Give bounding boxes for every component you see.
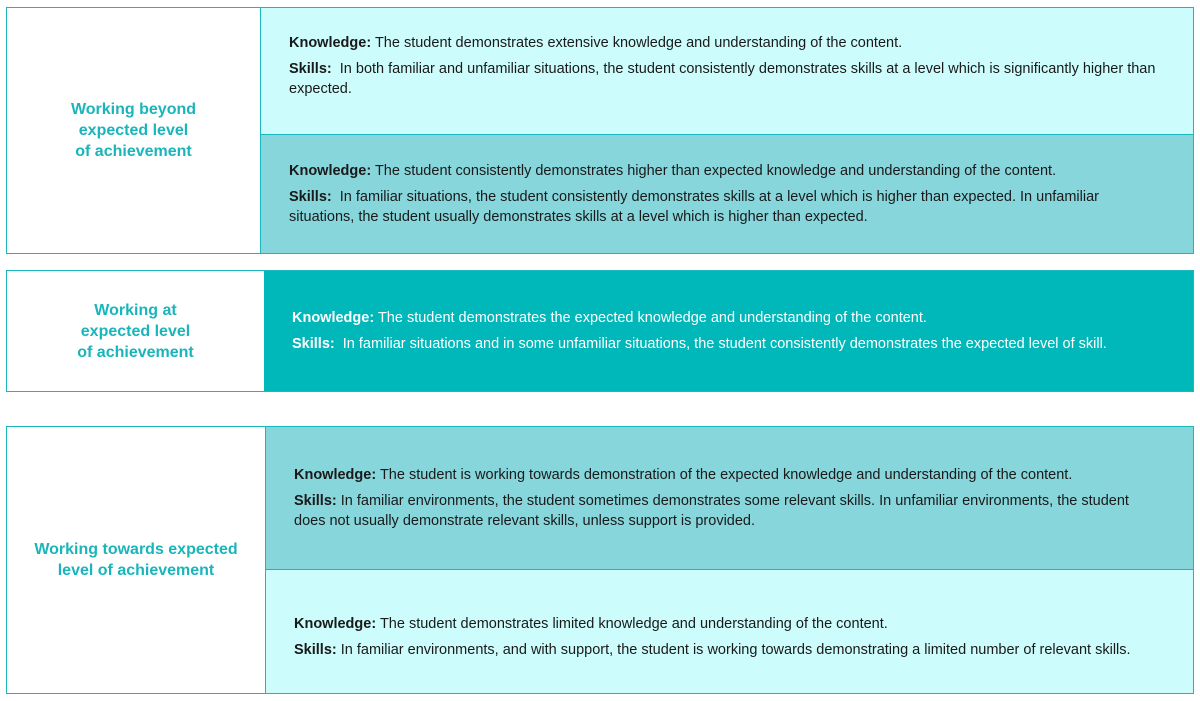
skills-text: In both familiar and unfamiliar situations, the student consistently demonstrates skills at a level which is significantly higher than expected. <box>289 61 1156 97</box>
skills-text: In familiar environments, the student sometimes demonstrates some relevant skills. In unfamiliar environments, the student does not usually demonstrate relevant skills, unless support is provided. <box>294 493 1129 529</box>
knowledge-text: The student demonstrates extensive knowledge and understanding of the content. <box>374 35 903 51</box>
descriptor-row <box>266 427 1193 569</box>
skills-text: In familiar situations and in some unfamiliar situations, the student consistently demonstrates the expected level of skill. <box>342 336 1107 352</box>
achievement-block-beyond <box>6 7 1194 254</box>
knowledge-text: The student demonstrates limited knowledge and understanding of the content. <box>379 615 888 632</box>
level-label-cell <box>7 271 264 391</box>
descriptor-row <box>264 271 1193 391</box>
skills-line <box>294 640 1163 660</box>
skills-text: In familiar environments, and with support, the student is working towards demonstrating a limited number of relevant skills. <box>340 641 1131 658</box>
level-label: Working at expected level of achievement <box>77 301 194 361</box>
descriptor-rows <box>266 427 1193 693</box>
descriptor-rows <box>261 8 1193 253</box>
level-label-cell <box>7 8 261 253</box>
level-label: Working beyond expected level of achievement <box>70 101 197 160</box>
knowledge-text: The student demonstrates the expected knowledge and understanding of the content. <box>377 310 927 326</box>
skills-label: Skills: <box>289 189 332 205</box>
knowledge-label: Knowledge: <box>289 163 372 179</box>
achievement-block-at <box>6 270 1194 392</box>
knowledge-label: Knowledge: <box>292 310 375 326</box>
skills-label: Skills: <box>292 336 335 352</box>
knowledge-label: Knowledge: <box>289 35 372 51</box>
descriptor-row <box>261 8 1193 134</box>
level-label-cell <box>7 427 266 693</box>
knowledge-line <box>294 465 1163 485</box>
skills-line <box>292 334 1163 354</box>
descriptor-row <box>266 569 1193 693</box>
skills-line <box>289 187 1163 227</box>
descriptor-row <box>261 134 1193 253</box>
knowledge-text: The student consistently demonstrates higher than expected knowledge and understanding of the content. <box>374 163 1057 179</box>
knowledge-text: The student is working towards demonstration of the expected knowledge and understanding of the content. <box>379 467 1073 483</box>
knowledge-label: Knowledge: <box>294 615 377 632</box>
level-label: Working towards expected level of achievement <box>34 541 238 579</box>
skills-line <box>289 59 1163 99</box>
skills-text: In familiar situations, the student consistently demonstrates skills at a level which is higher than expected. In unfamiliar situations, the student usually demonstrates skills at a level which is higher than expected. <box>289 189 1099 225</box>
knowledge-label: Knowledge: <box>294 467 377 483</box>
knowledge-line <box>294 614 1163 634</box>
knowledge-line <box>289 33 1163 53</box>
skills-line <box>294 491 1163 531</box>
knowledge-line <box>292 308 1163 328</box>
descriptor-rows <box>264 271 1193 391</box>
achievement-block-towards <box>6 426 1194 694</box>
skills-label: Skills: <box>289 61 332 77</box>
knowledge-line <box>289 161 1163 181</box>
skills-label: Skills: <box>294 641 337 658</box>
skills-label: Skills: <box>294 493 337 509</box>
